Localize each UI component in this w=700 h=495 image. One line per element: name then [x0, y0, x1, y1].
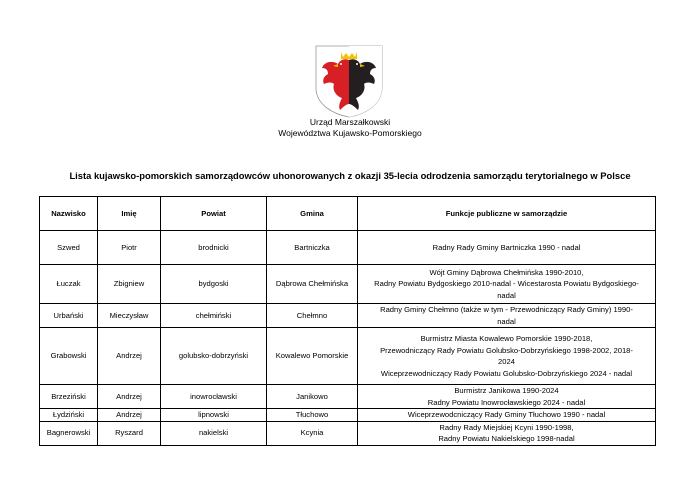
column-header-powiat: Powiat — [161, 197, 267, 231]
cell-funkcje — [358, 231, 656, 265]
column-header-imie: Imię — [98, 197, 161, 231]
org-name-line1: Urząd Marszałkowski — [309, 117, 391, 127]
cell-powiat: nakielski — [161, 421, 267, 445]
funkcje-line: Radny Rady Gminy Bartniczka 1990 - nadal — [432, 242, 581, 252]
table-row — [40, 409, 656, 422]
funkcje-line: Radny Powiatu Nakielskiego 1998-nadal — [438, 434, 575, 443]
cell-funkcje — [358, 328, 656, 385]
funkcje-line: Radny Rady Miejskiej Kcyni 1990-1998, — [439, 422, 574, 432]
cell-gmina: Bartniczka — [267, 231, 358, 265]
cell-powiat: inowrocławski — [161, 385, 267, 409]
table-row — [40, 385, 656, 409]
cell-powiat: golubsko-dobrzyński — [161, 328, 267, 385]
funkcje-line: Przewodniczący Rady Powiatu Golubsko-Dobrzyńskiego 1998-2002, 2018- — [380, 345, 633, 355]
cell-nazwisko: Brzeziński — [40, 385, 98, 409]
cell-nazwisko: Bagnerowski — [40, 421, 98, 445]
table-row — [40, 328, 656, 385]
funkcje-line: Radny Powiatu Bydgoskiego 2010-nadal - Wicestarosta Powiatu Bydgoskiego- — [374, 279, 639, 289]
cell-powiat: chełmiński — [161, 304, 267, 328]
column-header-gmina: Gmina — [267, 197, 358, 231]
cell-nazwisko: Urbański — [40, 304, 98, 328]
funkcje-line: 2024 — [498, 357, 515, 366]
cell-funkcje — [358, 385, 656, 409]
cell-funkcje — [358, 304, 656, 328]
table-row — [40, 304, 656, 328]
funkcje-line: Wójt Gminy Dąbrowa Chełmińska 1990-2010, — [429, 267, 584, 277]
cell-imie: Andrzej — [98, 409, 161, 422]
document-title: Lista kujawsko-pomorskich samorządowców uhonorowanych z okazji 35-lecia odrodzenia samorządu terytorialnego w Polsce — [69, 170, 631, 181]
cell-imie: Zbigniew — [98, 265, 161, 304]
cell-gmina: Kowalewo Pomorskie — [267, 328, 358, 385]
cell-nazwisko: Łydziński — [40, 409, 98, 422]
table-row — [40, 421, 656, 445]
table-header-row — [40, 197, 656, 231]
cell-imie: Andrzej — [98, 328, 161, 385]
cell-powiat: lipnowski — [161, 409, 267, 422]
cell-nazwisko: Grabowski — [40, 328, 98, 385]
funkcje-line: Radny Gminy Chełmno (także w tym - Przewodniczący Rady Gminy) 1990- — [380, 305, 633, 314]
cell-gmina: Chełmno — [267, 304, 358, 328]
funkcje-line: Wiceprzewodniczący Rady Powiatu Golubsko-Dobrzyńskiego 2024 - nadal — [380, 368, 633, 378]
funkcje-line: Radny Powiatu Inowrocławskiego 2024 - nadal — [427, 397, 586, 407]
cell-gmina: Kcynia — [267, 421, 358, 445]
cell-nazwisko: Szwed — [40, 231, 98, 265]
column-header-nazwisko: Nazwisko — [40, 197, 98, 231]
cell-imie: Andrzej — [98, 385, 161, 409]
cell-gmina: Tłuchowo — [267, 409, 358, 422]
cell-imie: Ryszard — [98, 421, 161, 445]
cell-powiat: brodnicki — [161, 231, 267, 265]
cell-nazwisko: Łuczak — [40, 265, 98, 304]
cell-imie: Mieczysław — [98, 304, 161, 328]
funkcje-line: Burmistrz Miasta Kowalewo Pomorskie 1990-2018, — [420, 334, 593, 343]
cell-imie: Piotr — [98, 231, 161, 265]
honorees-table — [39, 196, 656, 446]
table-row — [40, 231, 656, 265]
funkcje-line: Wiceprzewodcniczący Rady Gminy Tłuchowo 1990 - nadal — [407, 410, 606, 419]
funkcje-line: Burmistrz Janikowa 1990-2024 — [454, 386, 559, 395]
funkcje-line: nadal — [497, 290, 516, 300]
cell-gmina: Janikowo — [267, 385, 358, 409]
cell-powiat: bydgoski — [161, 265, 267, 304]
kujawsko-pomorskie-coat-of-arms-icon — [314, 44, 384, 118]
cell-gmina: Dąbrowa Chełmińska — [267, 265, 358, 304]
column-header-funkcje: Funkcje publiczne w samorządzie — [358, 197, 656, 231]
cell-funkcje — [358, 265, 656, 304]
funkcje-line: nadal — [497, 316, 516, 326]
org-name-line2: Województwa Kujawsko-Pomorskiego — [278, 128, 422, 138]
table-row — [40, 265, 656, 304]
cell-funkcje — [358, 409, 656, 422]
cell-funkcje — [358, 421, 656, 445]
crest — [314, 44, 384, 118]
